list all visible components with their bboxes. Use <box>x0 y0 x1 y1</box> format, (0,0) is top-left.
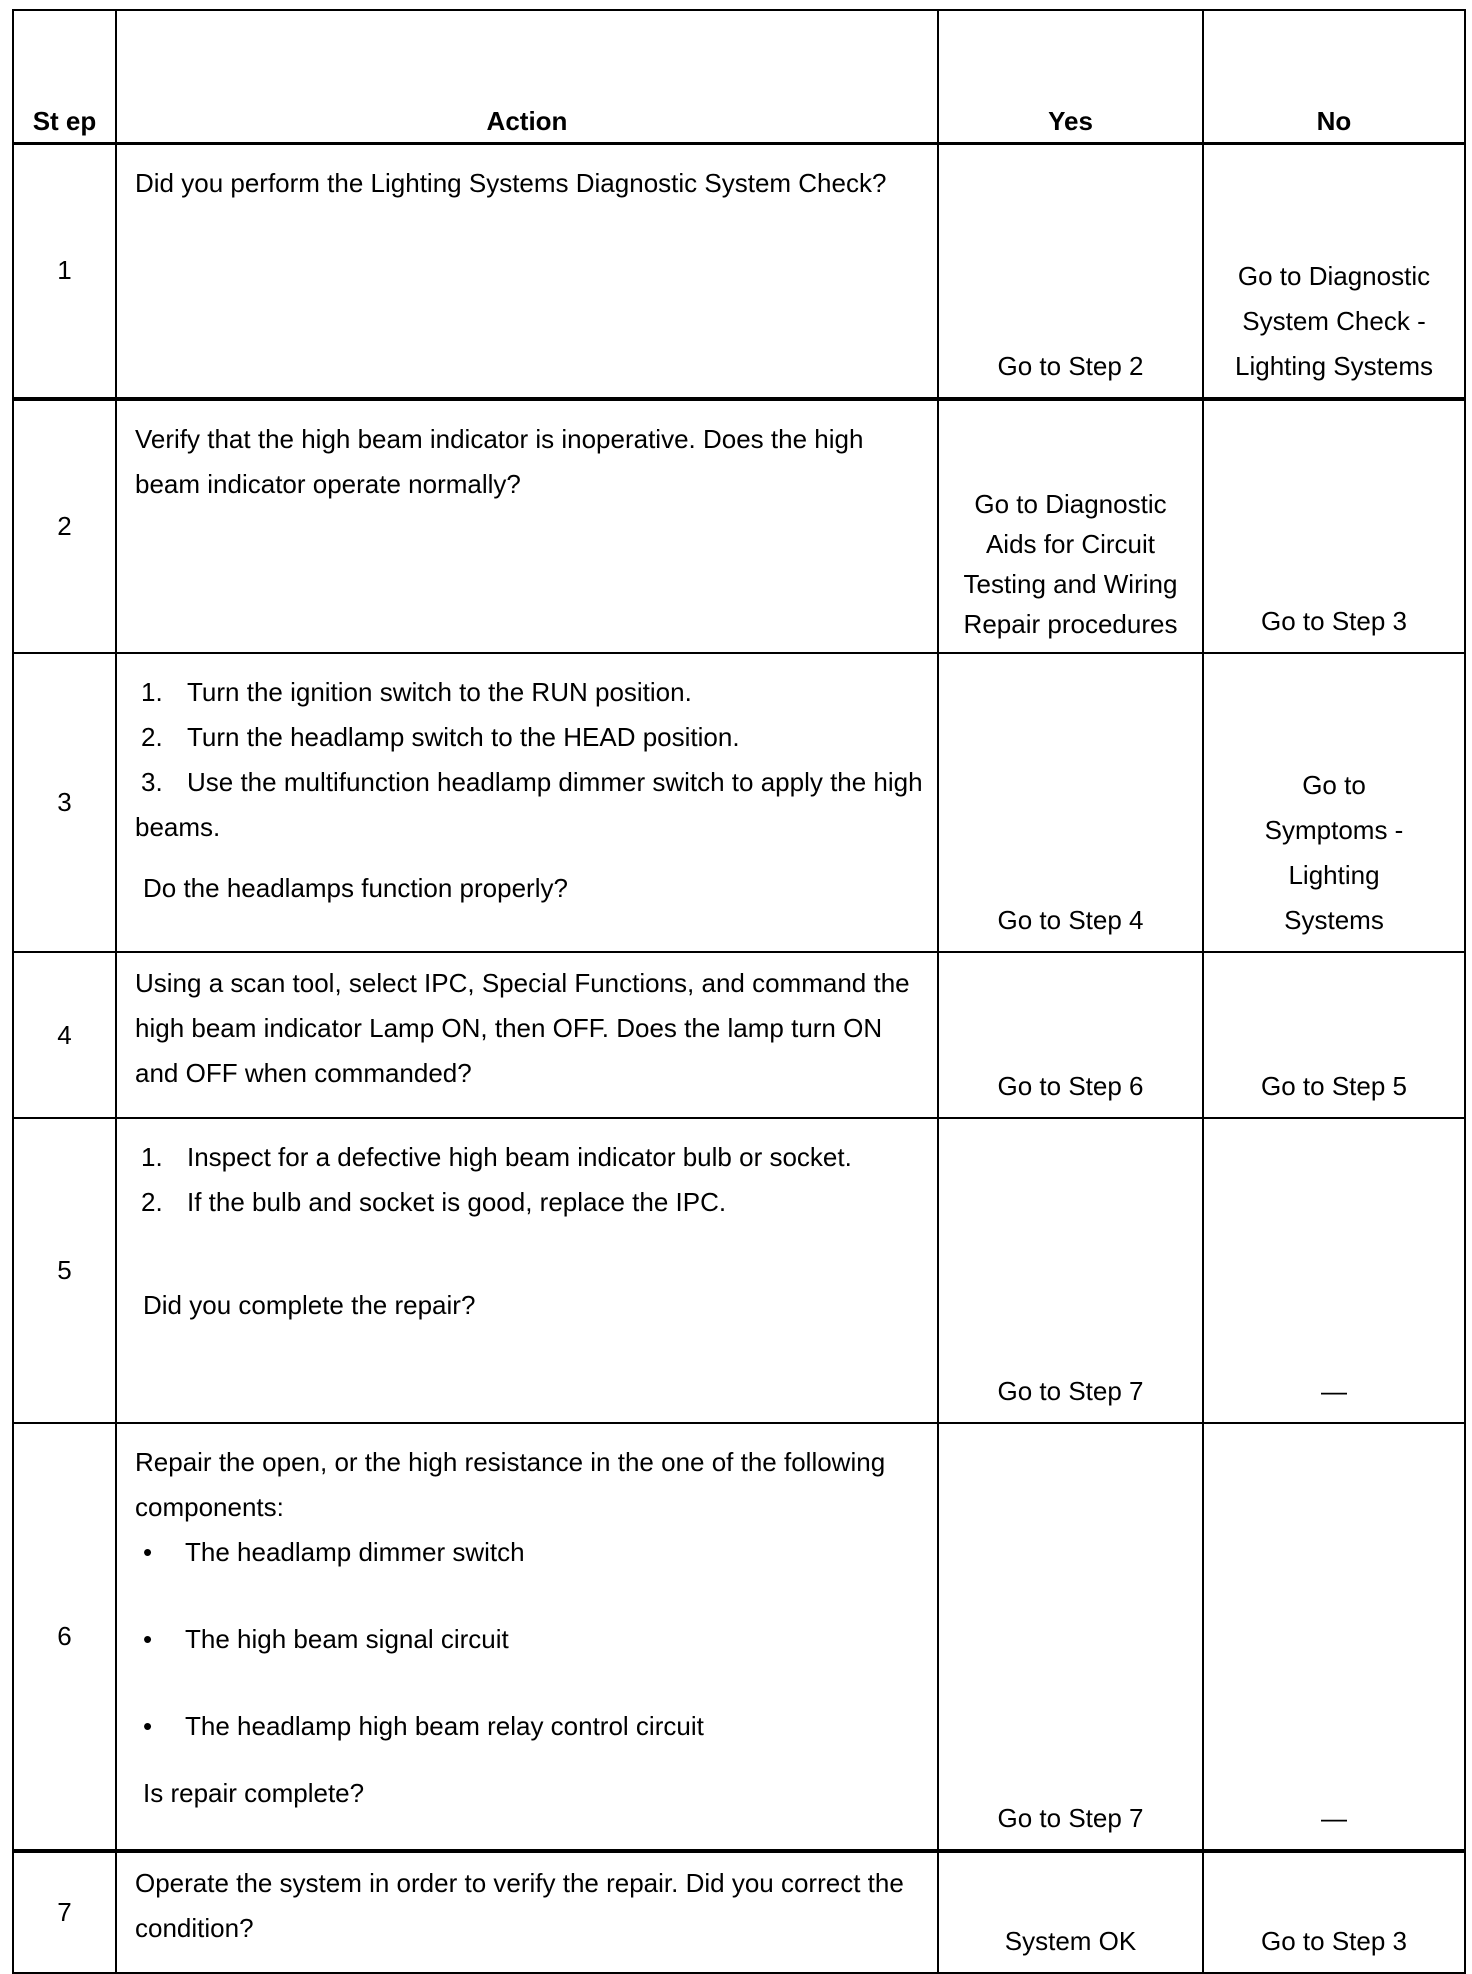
step-number: 3 <box>13 653 116 952</box>
list-item <box>135 1180 923 1225</box>
no-cell: Go to Step 5 <box>1203 952 1465 1118</box>
no-cell: Go to Step 3 <box>1203 1851 1465 1973</box>
diagnostic-table <box>12 9 1466 1974</box>
step-number: 1 <box>13 143 116 399</box>
yes-cell: Go to Step 6 <box>938 952 1203 1118</box>
item-text: The high beam signal circuit <box>185 1624 509 1654</box>
header-action: Action <box>116 10 938 143</box>
action-cell <box>116 1118 938 1423</box>
list-item <box>135 760 923 850</box>
table-row <box>13 952 1465 1118</box>
action-cell <box>116 1423 938 1851</box>
no-cell: Go to Step 3 <box>1203 399 1465 653</box>
action-cell <box>116 952 938 1118</box>
item-text: The headlamp dimmer switch <box>185 1537 525 1567</box>
yes-cell: Go to Step 7 <box>938 1118 1203 1423</box>
table-row <box>13 1118 1465 1423</box>
item-number: 1. <box>141 1142 163 1172</box>
step-number: 5 <box>13 1118 116 1423</box>
question-text: Did you complete the repair? <box>143 1290 476 1320</box>
table-row <box>13 1851 1465 1973</box>
item-text: Use the multifunction headlamp dimmer switch to apply the high beams. <box>135 767 923 842</box>
step-number: 6 <box>13 1423 116 1851</box>
list-item <box>135 1617 923 1662</box>
item-number: 1. <box>141 677 163 707</box>
bullet-icon: • <box>143 1711 153 1741</box>
action-text: Did you perform the Lighting Systems Diagnostic System Check? <box>135 167 887 198</box>
action-text: Operate the system in order to verify the repair. Did you correct the condition? <box>135 1868 904 1943</box>
yes-cell: Go to Diagnostic Aids for Circuit Testing and Wiring Repair procedures <box>938 399 1203 653</box>
bullet-icon: • <box>143 1624 153 1654</box>
list-item <box>135 1135 923 1180</box>
table-row <box>13 143 1465 399</box>
header-no: No <box>1203 10 1465 143</box>
no-cell: — <box>1203 1423 1465 1851</box>
table-row <box>13 399 1465 653</box>
list-item <box>135 670 923 715</box>
item-text: If the bulb and socket is good, replace the IPC. <box>187 1187 727 1217</box>
item-number: 2. <box>141 1187 163 1217</box>
action-cell <box>116 399 938 653</box>
action-text: Verify that the high beam indicator is inoperative. Does the high beam indicator operate normally? <box>135 424 864 499</box>
bullet-icon: • <box>143 1537 153 1567</box>
list-item <box>135 1530 923 1575</box>
item-number: 3. <box>141 767 163 797</box>
question-text: Is repair complete? <box>143 1778 365 1808</box>
header-row <box>13 10 1465 143</box>
action-cell <box>116 1851 938 1973</box>
header-step: St ep <box>13 10 116 143</box>
step-number: 2 <box>13 399 116 653</box>
action-intro: Repair the open, or the high resistance in the one of the following components: <box>135 1447 886 1522</box>
action-cell <box>116 653 938 952</box>
item-text: Turn the ignition switch to the RUN position. <box>187 677 692 707</box>
item-text: Turn the headlamp switch to the HEAD position. <box>187 722 740 752</box>
yes-cell: System OK <box>938 1851 1203 1973</box>
yes-cell: Go to Step 2 <box>938 143 1203 399</box>
step-number: 4 <box>13 952 116 1118</box>
table-row <box>13 1423 1465 1851</box>
header-yes: Yes <box>938 10 1203 143</box>
item-text: Inspect for a defective high beam indicator bulb or socket. <box>187 1142 852 1172</box>
list-item <box>135 715 923 760</box>
action-text: Using a scan tool, select IPC, Special Functions, and command the high beam indicator Lamp ON, then OFF. Does the lamp turn ON and OFF when commanded? <box>135 968 910 1088</box>
no-cell: — <box>1203 1118 1465 1423</box>
action-cell <box>116 143 938 399</box>
no-cell: Go to Symptoms - Lighting Systems <box>1203 653 1465 952</box>
item-text: The headlamp high beam relay control circuit <box>185 1711 704 1741</box>
question-text: Do the headlamps function properly? <box>143 873 568 903</box>
list-item <box>135 1704 923 1749</box>
step-number: 7 <box>13 1851 116 1973</box>
yes-cell: Go to Step 7 <box>938 1423 1203 1851</box>
item-number: 2. <box>141 722 163 752</box>
yes-cell: Go to Step 4 <box>938 653 1203 952</box>
no-cell: Go to Diagnostic System Check - Lighting Systems <box>1203 143 1465 399</box>
table-row <box>13 653 1465 952</box>
